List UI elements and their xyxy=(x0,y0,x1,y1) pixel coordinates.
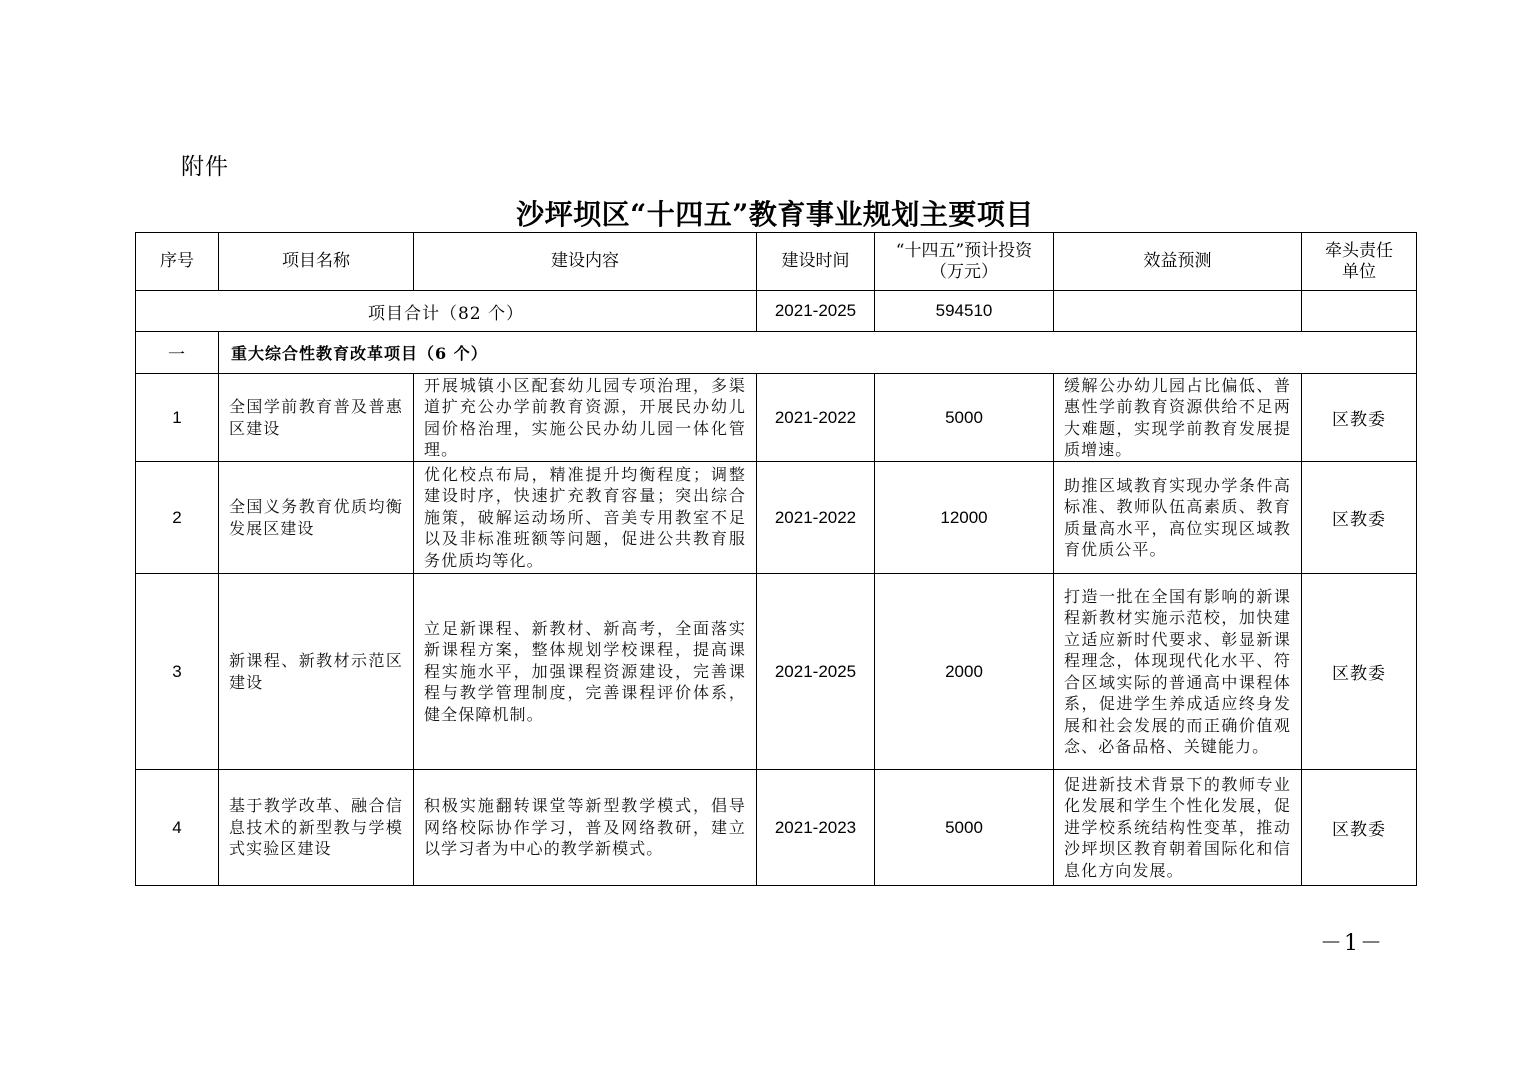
header-name: 项目名称 xyxy=(219,233,414,291)
row-period: 2021-2022 xyxy=(757,374,875,462)
header-unit-line1: 牵头责任 xyxy=(1325,240,1393,261)
row-period: 2021-2025 xyxy=(757,574,875,770)
row-unit: 区教委 xyxy=(1302,770,1417,886)
header-row xyxy=(136,233,1417,291)
row-unit: 区教委 xyxy=(1302,574,1417,770)
group-row xyxy=(136,332,1417,374)
total-benefit xyxy=(1054,291,1302,332)
row-name: 全国学前教育普及普惠区建设 xyxy=(219,374,414,462)
row-seq: 2 xyxy=(136,462,219,574)
table-row xyxy=(136,770,1417,886)
row-unit: 区教委 xyxy=(1302,374,1417,462)
row-content: 积极实施翻转课堂等新型教学模式，倡导网络校际协作学习，普及网络教研，建立以学习者为中心的教学新模式。 xyxy=(414,770,757,886)
header-seq: 序号 xyxy=(136,233,219,291)
row-seq: 1 xyxy=(136,374,219,462)
page-number: －1－ xyxy=(1320,931,1384,956)
table-row xyxy=(136,574,1417,770)
document-title: 沙坪坝区“十四五”教育事业规划主要项目 xyxy=(516,198,1034,231)
row-benefit: 促进新技术背景下的教师专业化发展和学生个性化发展，促进学校系统结构性变革，推动沙坪坝区教育朝着国际化和信息化方向发展。 xyxy=(1054,770,1302,886)
row-name: 全国义务教育优质均衡发展区建设 xyxy=(219,462,414,574)
row-seq: 3 xyxy=(136,574,219,770)
total-row xyxy=(136,291,1417,332)
row-content: 优化校点布局，精准提升均衡程度；调整建设时序，快速扩充教育容量；突出综合施策，破解运动场所、音美专用教室不足以及非标准班额等问题，促进公共教育服务优质均等化。 xyxy=(414,462,757,574)
total-investment: 594510 xyxy=(875,291,1054,332)
table-row xyxy=(136,462,1417,574)
header-content: 建设内容 xyxy=(414,233,757,291)
group-title: 重大综合性教育改革项目（6 个） xyxy=(219,332,1417,374)
row-investment: 12000 xyxy=(875,462,1054,574)
row-benefit: 助推区域教育实现办学条件高标准、教师队伍高素质、教育质量高水平，高位实现区域教育优质公平。 xyxy=(1054,462,1302,574)
row-investment: 5000 xyxy=(875,374,1054,462)
project-table xyxy=(135,232,1417,886)
header-period: 建设时间 xyxy=(757,233,875,291)
header-unit-line2: 单位 xyxy=(1342,261,1376,282)
row-investment: 2000 xyxy=(875,574,1054,770)
total-label: 项目合计（82 个） xyxy=(136,291,757,332)
table-row xyxy=(136,374,1417,462)
row-seq: 4 xyxy=(136,770,219,886)
total-unit xyxy=(1302,291,1417,332)
row-benefit: 缓解公办幼儿园占比偏低、普惠性学前教育资源供给不足两大难题，实现学前教育发展提质增速。 xyxy=(1054,374,1302,462)
row-content: 立足新课程、新教材、新高考，全面落实新课程方案，整体规划学校课程，提高课程实施水平，加强课程资源建设，完善课程与教学管理制度，完善课程评价体系，健全保障机制。 xyxy=(414,574,757,770)
header-investment-line1: “十四五”预计投资 xyxy=(895,240,1033,261)
row-name: 新课程、新教材示范区建设 xyxy=(219,574,414,770)
row-benefit: 打造一批在全国有影响的新课程新教材实施示范校，加快建立适应新时代要求、彰显新课程理念，体现现代化水平、符合区域实际的普通高中课程体系，促进学生养成适应终身发展和社会发展的而正确价值观念、必备品格、关键能力。 xyxy=(1054,574,1302,770)
header-unit xyxy=(1302,233,1417,291)
row-investment: 5000 xyxy=(875,770,1054,886)
row-period: 2021-2022 xyxy=(757,462,875,574)
header-benefit: 效益预测 xyxy=(1054,233,1302,291)
group-seq: 一 xyxy=(136,332,219,374)
header-investment xyxy=(875,233,1054,291)
row-period: 2021-2023 xyxy=(757,770,875,886)
header-investment-line2: （万元） xyxy=(930,261,998,282)
row-name: 基于教学改革、融合信息技术的新型教与学模式实验区建设 xyxy=(219,770,414,886)
total-period: 2021-2025 xyxy=(757,291,875,332)
row-content: 开展城镇小区配套幼儿园专项治理，多渠道扩充公办学前教育资源，开展民办幼儿园价格治理，实施公民办幼儿园一体化管理。 xyxy=(414,374,757,462)
row-unit: 区教委 xyxy=(1302,462,1417,574)
attachment-label: 附件 xyxy=(181,154,229,180)
